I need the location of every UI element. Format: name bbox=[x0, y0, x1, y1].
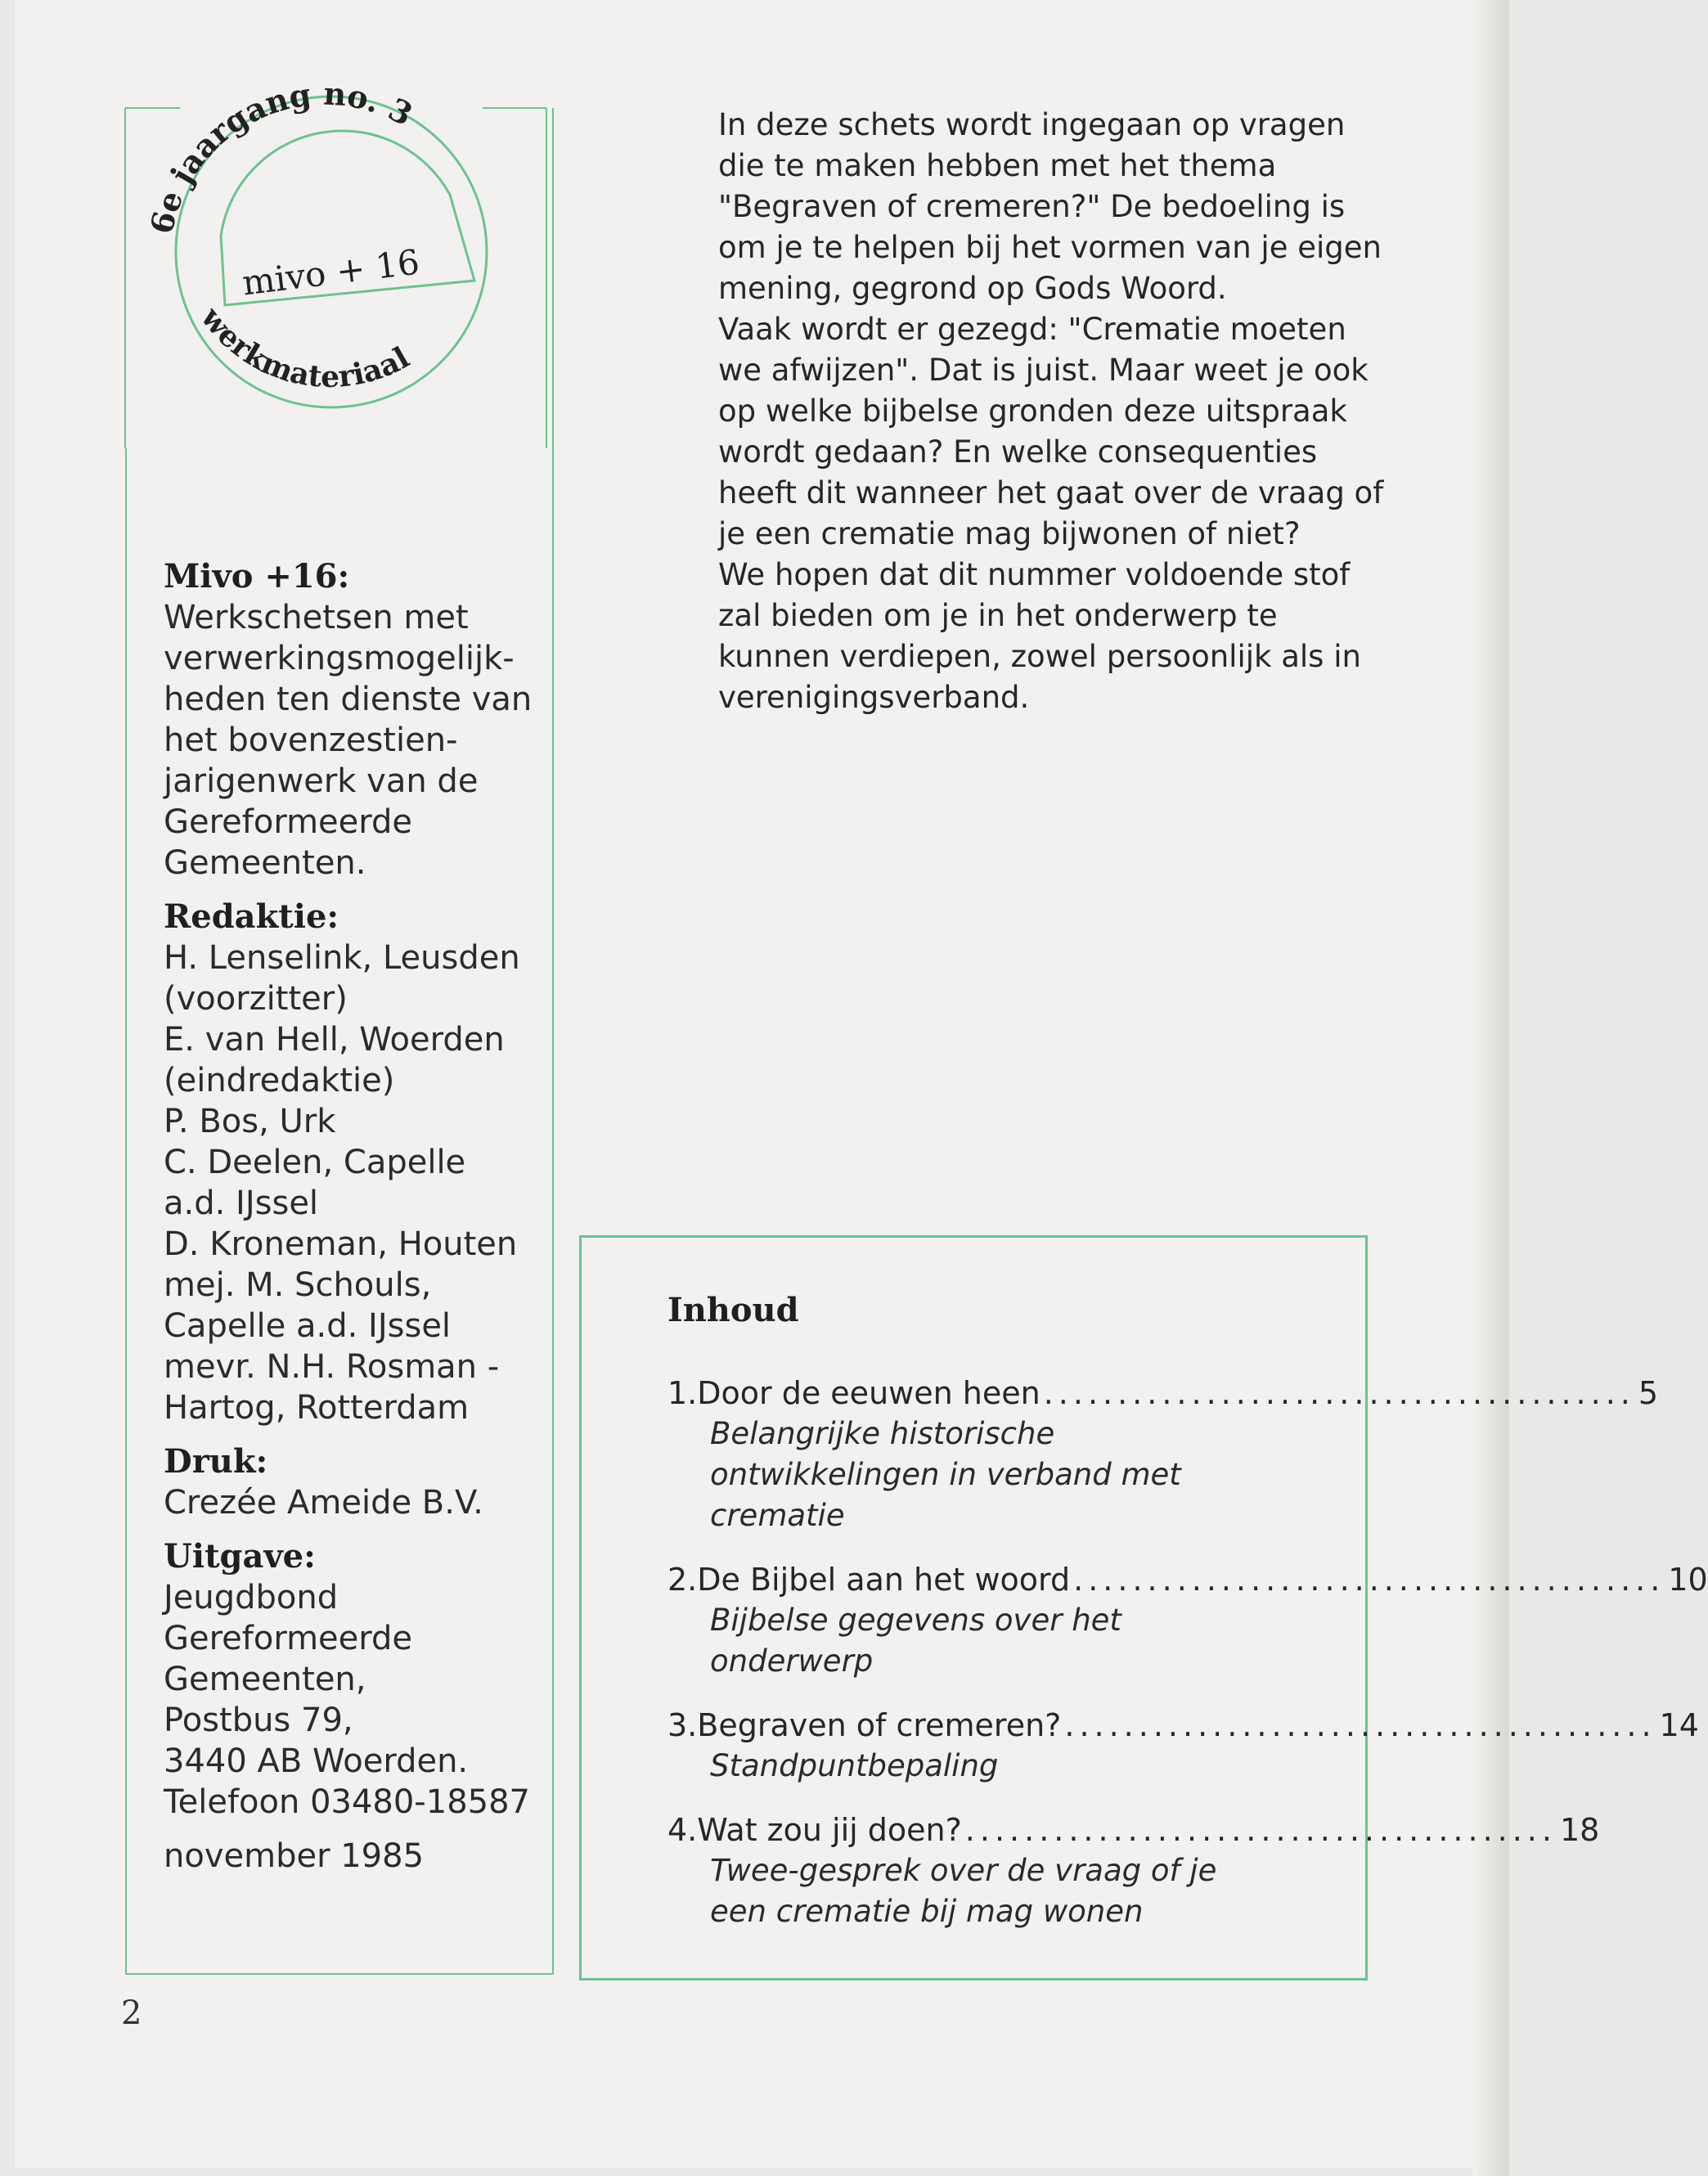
toc-item-page: 5 bbox=[1638, 1375, 1659, 1411]
redaction-line: (eindredaktie) bbox=[164, 1062, 395, 1099]
toc-item-subtitle bbox=[710, 1414, 1306, 1536]
toc-item-number: 3. bbox=[667, 1707, 698, 1743]
seal-bottom-text: werkmateriaal bbox=[194, 300, 416, 394]
toc-item-number: 4. bbox=[667, 1812, 698, 1848]
toc-subtitle-line: een crematie bij mag wonen bbox=[710, 1894, 1144, 1929]
publisher-heading: Uitgave: bbox=[164, 1537, 316, 1576]
about-line: verwerkingsmogelijk- bbox=[164, 640, 515, 677]
date-section bbox=[164, 1836, 548, 1877]
publisher-line: Postbus 79, bbox=[164, 1702, 353, 1739]
toc-list bbox=[667, 1373, 1708, 1955]
intro-line: verenigingsverband. bbox=[718, 680, 1030, 715]
toc-item bbox=[667, 1810, 1600, 1932]
toc-item-page: 10 bbox=[1668, 1562, 1708, 1598]
intro-line: op welke bijbelse gronden deze uitspraak bbox=[718, 393, 1347, 429]
publisher-line: Gereformeerde bbox=[164, 1620, 413, 1657]
toc-item-label: Wat zou jij doen? bbox=[697, 1812, 962, 1848]
about-line: Gereformeerde bbox=[164, 803, 413, 841]
toc-item-page: 14 bbox=[1659, 1707, 1699, 1743]
publisher-line: Jeugdbond bbox=[164, 1579, 339, 1616]
redaction-line: D. Kroneman, Houten bbox=[164, 1225, 518, 1263]
toc-leader-dots: ........................................ bbox=[964, 1812, 1557, 1848]
redaction-line: (voorzitter) bbox=[164, 980, 348, 1018]
intro-line: heeft dit wanneer het gaat over de vraag of bbox=[718, 475, 1384, 510]
about-line: jarigenwerk van de bbox=[164, 762, 479, 800]
about-line: het bovenzestien- bbox=[164, 722, 458, 759]
about-line: heden ten dienste van bbox=[164, 681, 533, 718]
intro-line: We hopen dat dit nummer voldoende stof bbox=[718, 557, 1351, 592]
seal-center-text: mivo + 16 bbox=[240, 241, 422, 303]
intro-line: In deze schets wordt ingegaan op vragen bbox=[718, 107, 1346, 142]
issue-date: november 1985 bbox=[164, 1837, 425, 1875]
toc-leader-dots: ........................................ bbox=[1064, 1707, 1656, 1743]
toc-item-number: 2. bbox=[667, 1562, 698, 1598]
table-of-contents bbox=[579, 1235, 1708, 1980]
toc-item bbox=[667, 1373, 1659, 1536]
redaction-line: mej. M. Schouls, bbox=[164, 1266, 432, 1304]
toc-subtitle-line: onderwerp bbox=[710, 1643, 874, 1679]
print-section bbox=[164, 1441, 548, 1523]
intro-text bbox=[718, 105, 1389, 718]
toc-item-number: 1. bbox=[667, 1375, 698, 1411]
toc-subtitle-line: Belangrijke historische bbox=[710, 1416, 1055, 1451]
publisher-line: Gemeenten, bbox=[164, 1661, 366, 1698]
redaction-line: H. Lenselink, Leusden bbox=[164, 939, 520, 977]
seal-graphic bbox=[123, 72, 548, 448]
intro-line: kunnen verdiepen, zowel persoonlijk als in bbox=[718, 639, 1361, 674]
redaction-line: P. Bos, Urk bbox=[164, 1103, 336, 1140]
toc-subtitle-line: Twee-gesprek over de vraag of je bbox=[710, 1853, 1217, 1888]
seal-top-text: 6e jaargang no. 3 bbox=[142, 74, 419, 237]
intro-line: we afwijzen". Dat is juist. Maar weet je ook bbox=[718, 353, 1369, 388]
redaction-heading: Redaktie: bbox=[164, 897, 339, 936]
toc-subtitle-line: Bijbelse gegevens over het bbox=[710, 1603, 1121, 1638]
intro-line: mening, gegrond op Gods Woord. bbox=[718, 271, 1227, 306]
about-heading: Mivo +16: bbox=[164, 557, 350, 596]
issue-seal bbox=[123, 72, 548, 448]
toc-item-subtitle bbox=[710, 1746, 1306, 1787]
toc-subtitle-line: crematie bbox=[710, 1498, 845, 1533]
redaction-line: E. van Hell, Woerden bbox=[164, 1021, 505, 1059]
redaction-line: a.d. IJssel bbox=[164, 1185, 319, 1222]
intro-line: wordt gedaan? En welke consequenties bbox=[718, 434, 1318, 470]
toc-item-label: Begraven of cremeren? bbox=[697, 1707, 1062, 1743]
redaction-line: mevr. N.H. Rosman - bbox=[164, 1348, 500, 1386]
toc-item-label: Door de eeuwen heen bbox=[697, 1375, 1041, 1411]
print-heading: Druk: bbox=[164, 1442, 268, 1481]
redaction-section bbox=[164, 897, 548, 1428]
toc-item-subtitle bbox=[710, 1600, 1306, 1682]
toc-item-page: 18 bbox=[1559, 1812, 1600, 1848]
toc-leader-dots: ........................................ bbox=[1043, 1375, 1635, 1411]
intro-line: om je te helpen bij het vormen van je eigen bbox=[718, 230, 1382, 265]
toc-subtitle-line: ontwikkelingen in verband met bbox=[710, 1457, 1181, 1492]
toc-item bbox=[667, 1705, 1699, 1787]
toc-subtitle-line: Standpuntbepaling bbox=[710, 1748, 999, 1783]
about-section bbox=[164, 556, 548, 883]
toc-leader-dots: ........................................ bbox=[1073, 1562, 1665, 1598]
intro-line: Vaak wordt er gezegd: "Crematie moeten bbox=[718, 312, 1346, 347]
about-line: Werkschetsen met bbox=[164, 599, 469, 636]
publisher-line: 3440 AB Woerden. bbox=[164, 1742, 469, 1780]
intro-line: "Begraven of cremeren?" De bedoeling is bbox=[718, 189, 1346, 224]
publisher-line: Telefoon 03480-18587 bbox=[164, 1783, 530, 1821]
intro-line: je een crematie mag bijwonen of niet? bbox=[718, 516, 1301, 551]
redaction-line: Hartog, Rotterdam bbox=[164, 1389, 470, 1427]
toc-item-label: De Bijbel aan het woord bbox=[697, 1562, 1071, 1598]
intro-line: die te maken hebben met het thema bbox=[718, 148, 1277, 183]
toc-item-subtitle bbox=[710, 1850, 1306, 1932]
redaction-line: Capelle a.d. IJssel bbox=[164, 1307, 452, 1345]
toc-item bbox=[667, 1559, 1708, 1682]
toc-title: Inhoud bbox=[667, 1291, 799, 1329]
publisher-section bbox=[164, 1536, 548, 1823]
intro-line: zal bieden om je in het onderwerp te bbox=[718, 598, 1278, 633]
about-line: Gemeenten. bbox=[164, 844, 366, 882]
colophon bbox=[164, 556, 548, 1890]
redaction-line: C. Deelen, Capelle bbox=[164, 1144, 466, 1181]
page-number: 2 bbox=[121, 1994, 142, 2032]
print-line: Crezée Ameide B.V. bbox=[164, 1484, 483, 1522]
